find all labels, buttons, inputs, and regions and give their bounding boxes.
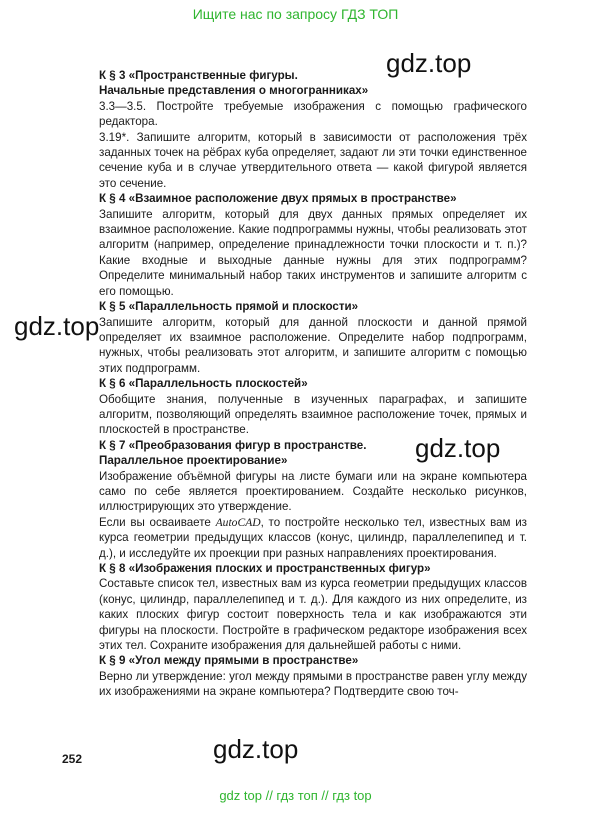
paragraph: Обобщите знания, полученные в изученных параграфах, и запишите алгоритм, позволяющий определять взаимное расположение точек, прямых и плоскостей в пространстве. — [99, 392, 527, 437]
paragraph: Запишите алгоритм, который для двух данных прямых определяет их взаимное расположение. Какие подпрограммы нужны, чтобы реализовать этот алгоритм (например, определение принадлежности точки плоскости и т. п.)? Какие входные и выходные данные нужны для этих подпрограмм? Определите минимальный набор таких инструментов и запишите алгоритм с его помощью. — [99, 207, 527, 298]
watermark: gdz.top — [386, 48, 472, 78]
section-7 — [99, 438, 527, 561]
software-name: AutoCAD — [215, 515, 261, 529]
page-content — [99, 68, 527, 700]
section-4 — [99, 191, 527, 299]
paragraph: 3.3—3.5. Постройте требуемые изображения с помощью графического редактора. — [99, 99, 527, 129]
section-title-line: К § 7 «Преобразования фигур в пространстве. — [99, 438, 367, 452]
footer-links[interactable]: gdz top // гдз топ // гдз top — [219, 788, 372, 803]
watermark: gdz.top — [14, 311, 100, 341]
section-title: К § 8 «Изображения плоских и пространственных фигур» — [99, 562, 431, 575]
top-banner[interactable]: Ищите нас по запросу ГДЗ ТОП — [192, 6, 399, 22]
section-title-line: Начальные представления о многогранниках» — [99, 84, 369, 98]
section-title: К § 9 «Угол между прямыми в пространстве» — [99, 654, 359, 668]
section-title-line: Параллельное проектирование» — [99, 454, 288, 468]
section-title: К § 4 «Взаимное расположение двух прямых в пространстве» — [99, 192, 457, 206]
section-6 — [99, 376, 527, 438]
watermark: gdz.top — [415, 433, 501, 463]
paragraph: Составьте список тел, известных вам из курса геометрии предыдущих классов (конус, цилиндр, параллелепипед и т. д.). Для каждого из них определите, из каких плоских фигур состоит поверхность тела и как изображаются эти фигуры на плоскости. Постройте в графическом редакторе изображения всех этих тел. Сохраните изображения для дальнейшей работы с ними. — [99, 577, 527, 653]
watermark: gdz.top — [213, 734, 299, 764]
section-title-line: К § 3 «Пространственные фигуры. — [99, 69, 298, 82]
section-title: К § 5 «Параллельность прямой и плоскости» — [99, 300, 359, 314]
text-run: , то постройте несколько тел, известных вам из курса геометрии предыдущих классов (конус, цилиндр, параллелепипед и т. д.), и исследуйте их проекции при разных направлениях проектирования. — [99, 515, 527, 560]
section-5 — [99, 299, 527, 376]
section-8 — [99, 561, 527, 653]
paragraph: Изображение объёмной фигуры на листе бумаги или на экране компьютера само по себе является проектированием. Создайте несколько рисунков, иллюстрирующих это утверждение. — [99, 469, 527, 514]
paragraph: Запишите алгоритм, который для данной плоскости и данной прямой определяет их взаимное расположение. Определите набор подпрограмм, нужных, чтобы реализовать этот алгоритм, и запишите алгоритм с помощью этих подпрограмм. — [99, 315, 527, 375]
section-3 — [99, 68, 527, 191]
page-number: 252 — [62, 752, 83, 766]
text-run: Если вы осваиваете — [99, 515, 216, 529]
paragraph: 3.19*. Запишите алгоритм, который в зависимости от расположения трёх заданных точек на рёбрах куба определяет, задают ли эти точки единственное сечение куба и в случае утвердительного ответа — какой фигурой является это сечение. — [99, 130, 527, 190]
section-title: К § 6 «Параллельность плоскостей» — [99, 377, 308, 391]
section-title — [99, 438, 527, 469]
section-9 — [99, 653, 527, 699]
paragraph-autocad — [99, 515, 527, 561]
section-title — [99, 68, 527, 99]
paragraph: Верно ли утверждение: угол между прямыми в пространстве равен углу между их изображениями на экране компьютера? Подтвердите свою точ- — [99, 669, 527, 699]
